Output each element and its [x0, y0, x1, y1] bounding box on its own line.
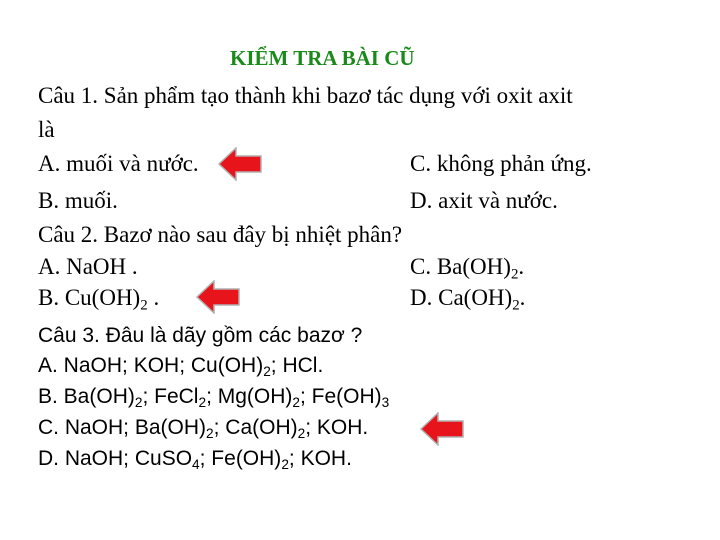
q1-question-line2: là [38, 117, 55, 142]
q3-option-c: C. NaOH; $Ba(OH)_2$; $Ca(OH)_2$; KOH. [38, 416, 369, 442]
arrow-shape [197, 281, 239, 313]
arrow-shape [421, 413, 463, 445]
answer-arrow-icon [196, 280, 240, 314]
q2-option-a: A. NaOH . [38, 254, 138, 279]
arrow-shape [219, 148, 261, 180]
q1-option-c: C. không phản ứng. [410, 151, 592, 176]
answer-arrow-icon [218, 147, 262, 181]
q1-option-d: D. axit và nước. [410, 188, 558, 213]
q3-question: Câu 3. Đâu là dãy gồm các bazơ ? [38, 324, 363, 347]
q1-option-a: A. muối và nước. [38, 151, 199, 176]
q3-option-d: D. NaOH; CuSO$_4$; $Fe(OH)_2$; KOH. [38, 447, 352, 473]
page-title: KIỂM TRA BÀI CŨ [230, 46, 415, 70]
answer-arrow-icon [420, 412, 464, 446]
q3-option-a: A. NaOH; KOH; $Cu(OH)_2$; HCl. [38, 354, 324, 380]
q1-question-line1: Câu 1. Sản phẩm tạo thành khi bazơ tác dụng với oxit axit [38, 83, 573, 108]
q1-option-b: B. muối. [38, 188, 118, 213]
q2-question: Câu 2. Bazơ nào sau đây bị nhiệt phân? [38, 222, 403, 247]
q2-option-d: D. $Ca(OH)_2$. [410, 285, 526, 314]
q2-option-c: C. $Ba(OH)_2$. [410, 254, 525, 283]
q2-option-b: B. $Cu(OH)_2$ . [38, 285, 160, 314]
q3-option-b: B. $Ba(OH)_2$; FeCl$_2$; $Mg(OH)_2$; $Fe(OH)_3$ [38, 385, 390, 411]
